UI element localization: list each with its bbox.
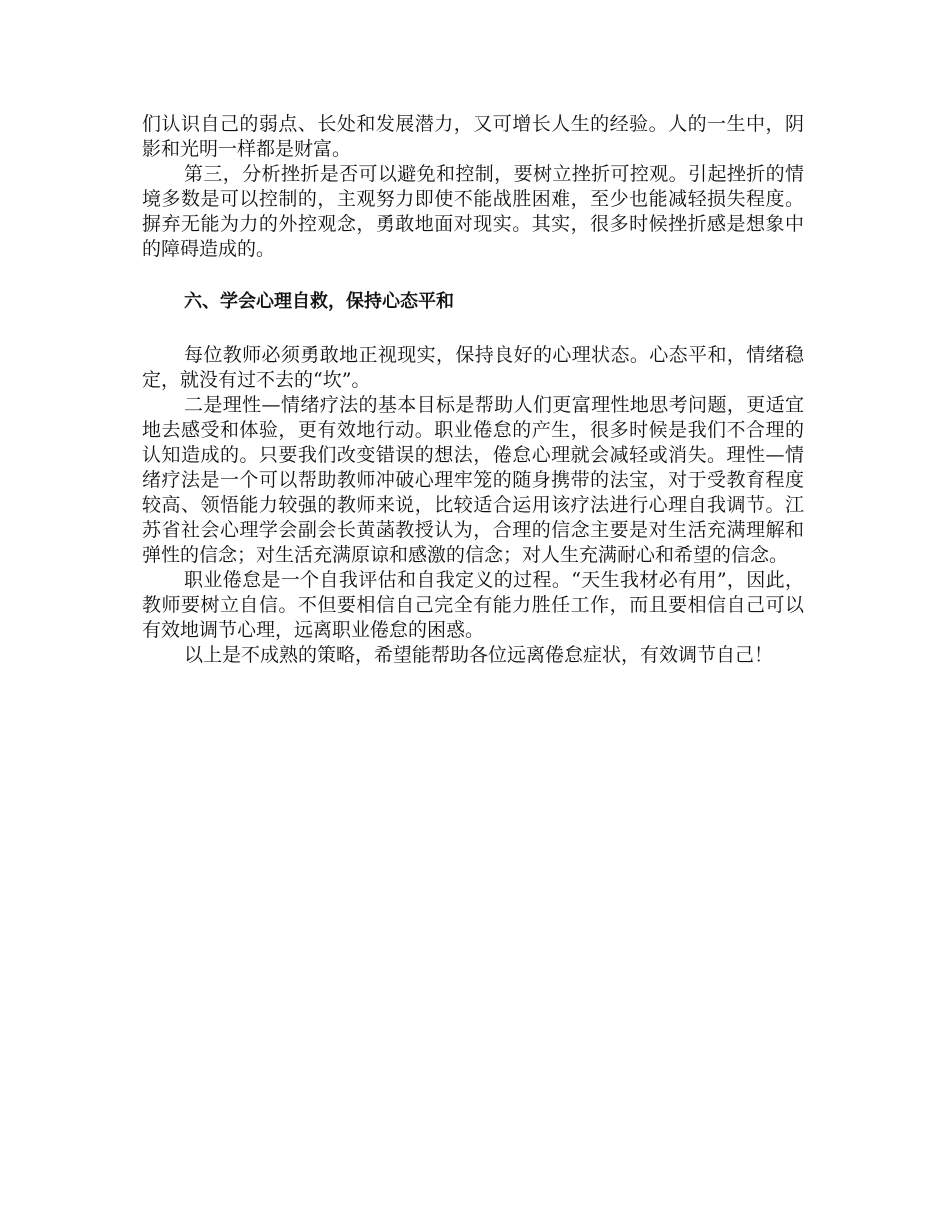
paragraph-intro: 每位教师必须勇敢地正视现实，保持良好的心理状态。心态平和，情绪稳定，就没有过不去的“坎”。 — [142, 344, 804, 391]
spacer — [142, 262, 804, 289]
document-body — [142, 112, 804, 668]
paragraph-conclusion: 以上是不成熟的策略，希望能帮助各位远离倦怠症状，有效调节自己！ — [184, 644, 774, 666]
paragraph-rational-emotive: 二是理性—情绪疗法的基本目标是帮助人们更富理性地思考问题，更适宜地去感受和体验，更有效地行动。职业倦怠的产生，很多时候是我们不合理的认知造成的。只要我们改变错误的想法，倦怠心理就会减轻或消失。理性—情绪疗法是一个可以帮助教师冲破心理牢笼的随身携带的法宝，对于受教育程度较高、领悟能力较强的教师来说，比较适合运用该疗法进行心理自我调节。江苏省社会心理学会副会长黄菡教授认为，合理的信念主要是对生活充满理解和弹性的信念；对生活充满原谅和感激的信念；对人生充满耐心和希望的信念。 — [142, 394, 804, 566]
paragraph-continuation: 们认识自己的弱点、长处和发展潜力，又可增长人生的经验。人的一生中，阴影和光明一样都是财富。 — [142, 113, 804, 160]
paragraph-point-three: 第三，分析挫折是否可以避免和控制，要树立挫折可控观。引起挫折的情境多数是可以控制的，主观努力即使不能战胜困难，至少也能减轻损失程度。摒弃无能为力的外控观念，勇敢地面对现实。其实，很多时候挫折感是想象中的障碍造成的。 — [142, 163, 804, 260]
section-heading: 六、学会心理自救，保持心态平和 — [184, 291, 454, 312]
spacer — [142, 314, 804, 343]
paragraph-self-confidence: 职业倦怠是一个自我评估和自我定义的过程。“天生我材必有用”，因此，教师要树立自信。不但要相信自己完全有能力胜任工作，而且要相信自己可以有效地调节心理，远离职业倦怠的困惑。 — [142, 569, 804, 641]
